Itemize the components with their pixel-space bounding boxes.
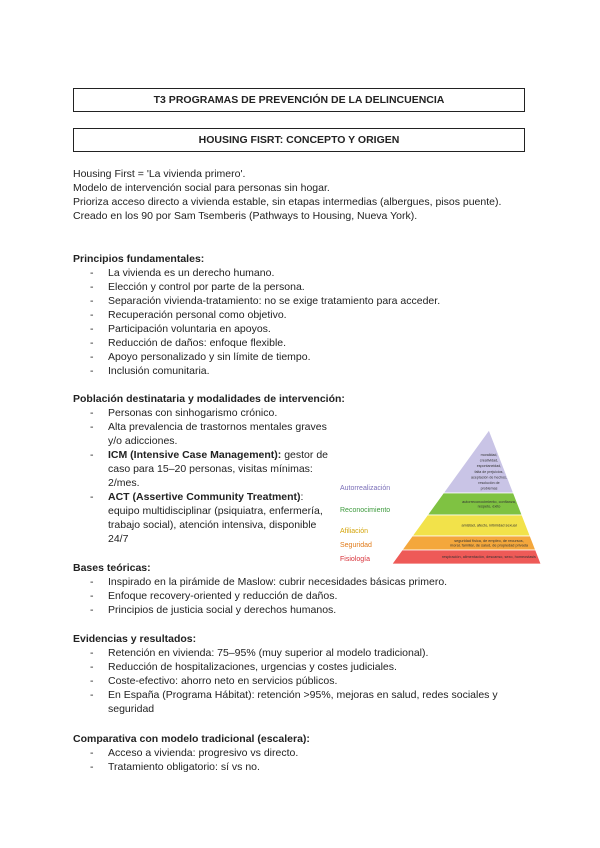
pyramid-level-text: respeto, éxito (477, 504, 501, 509)
list-item: - Recuperación personal como objetivo. (73, 308, 528, 322)
list-item: - Alta prevalencia de trastornos mentales graves y/o adicciones. (73, 420, 335, 448)
maslow-pyramid (338, 428, 543, 566)
pyramid-level-text: seguridad física, de empleo, de recursos, (454, 538, 524, 543)
icm-label: ICM (Intensive Case Management): (108, 449, 282, 461)
list-item: - Coste-efectivo: ahorro neto en servicios públicos. (73, 674, 528, 688)
list-item: - En España (Programa Hábitat): retención >95%, mejoras en salud, redes sociales y seguridad (73, 688, 528, 716)
pyramid-level-label: Afiliación (340, 528, 369, 535)
bases-heading: Bases teóricas: (73, 562, 151, 574)
intro-line: Prioriza acceso directo a vivienda estable, sin etapas intermedias (albergues, pisos puente). (73, 196, 502, 208)
list-item: - Elección y control por parte de la persona. (73, 280, 528, 294)
list-item: - La vivienda es un derecho humano. (73, 266, 528, 280)
principios-heading: Principios fundamentales: (73, 253, 205, 265)
intro-block (73, 167, 528, 223)
pyramid-level-text: aceptación de hechos, (471, 475, 507, 480)
list-item: - Participación voluntaria en apoyos. (73, 322, 528, 336)
list-item: - Reducción de hospitalizaciones, urgencias y costes judiciales. (73, 660, 528, 674)
list-item: - Separación vivienda-tratamiento: no se exige tratamiento para acceder. (73, 294, 528, 308)
list-item: - Inspirado en la pirámide de Maslow: cubrir necesidades básicas primero. (73, 575, 528, 589)
list-item: - Inclusión comunitaria. (73, 364, 528, 378)
comparativa-section (73, 732, 528, 774)
section-title: HOUSING FISRT: CONCEPTO Y ORIGEN (73, 128, 525, 152)
pyramid-level-text: falta de prejuicios, (474, 469, 504, 474)
pyramid-level-label: Fisiología (340, 556, 370, 563)
bases-section (73, 561, 528, 617)
pyramid-level-2 (427, 493, 522, 515)
pyramid-level-text: resolución de (478, 481, 500, 485)
pyramid-level-text: respiración, alimentación, descanso, sexo, homeostasis (442, 555, 536, 560)
pyramid-level-label: Seguridad (340, 542, 372, 549)
pyramid-level-text: amistad, afecto, intimidad sexual (461, 523, 517, 528)
pyramid-level-text: espontaneidad, (476, 464, 502, 469)
list-item: - Personas con sinhogarismo crónico. (73, 406, 335, 420)
pyramid-level-text: problemas (480, 486, 498, 491)
list-item: - Enfoque recovery-oriented y reducción de daños. (73, 589, 528, 603)
list-item (73, 490, 335, 546)
pyramid-level-text: moralidad, (480, 453, 498, 457)
list-item: - Retención en vivienda: 75–95% (muy superior al modelo tradicional). (73, 646, 528, 660)
bases-list (73, 575, 528, 617)
list-item: - Tratamiento obligatorio: sí vs no. (73, 760, 528, 774)
list-item: - Principios de justicia social y derechos humanos. (73, 603, 528, 617)
document-title: T3 PROGRAMAS DE PREVENCIÓN DE LA DELINCUENCIA (73, 88, 525, 112)
principios-section (73, 252, 528, 378)
principios-list (73, 266, 528, 378)
intro-line: Housing First = 'La vivienda primero'. (73, 168, 246, 180)
pyramid-level-text: moral, familiar, de salud, de propiedad privada (450, 543, 528, 548)
pyramid-level-text: autorreconocimiento, confianza, (462, 499, 516, 504)
list-item: - Acceso a vivienda: progresivo vs directo. (73, 746, 528, 760)
list-item (73, 448, 335, 490)
evidencias-section (73, 632, 528, 716)
poblacion-heading: Población destinataria y modalidades de intervención: (73, 393, 345, 405)
poblacion-list (73, 406, 335, 546)
act-text: : equipo multidisciplinar (psiquiatra, enfermería, trabajo social), atención intensiva, disponible 24/7 (108, 491, 323, 545)
pyramid-level-label: Autorrealización (340, 485, 391, 492)
list-item: - Apoyo personalizado y sin límite de tiempo. (73, 350, 528, 364)
evidencias-heading: Evidencias y resultados: (73, 633, 197, 645)
act-label: ACT (Assertive Community Treatment) (108, 491, 301, 503)
evidencias-list (73, 646, 528, 716)
comparativa-list (73, 746, 528, 774)
pyramid-level-label: Reconocimiento (340, 507, 391, 514)
icm-text: gestor de caso para 15–20 personas, visitas mínimas: 2/mes. (108, 449, 328, 489)
intro-line: Modelo de intervención social para personas sin hogar. (73, 182, 330, 194)
pyramid-level-text: creatividad, (479, 458, 499, 463)
comparativa-heading: Comparativa con modelo tradicional (escalera): (73, 733, 310, 745)
intro-line: Creado en los 90 por Sam Tsemberis (Pathways to Housing, Nueva York). (73, 210, 418, 222)
list-item: - Reducción de daños: enfoque flexible. (73, 336, 528, 350)
